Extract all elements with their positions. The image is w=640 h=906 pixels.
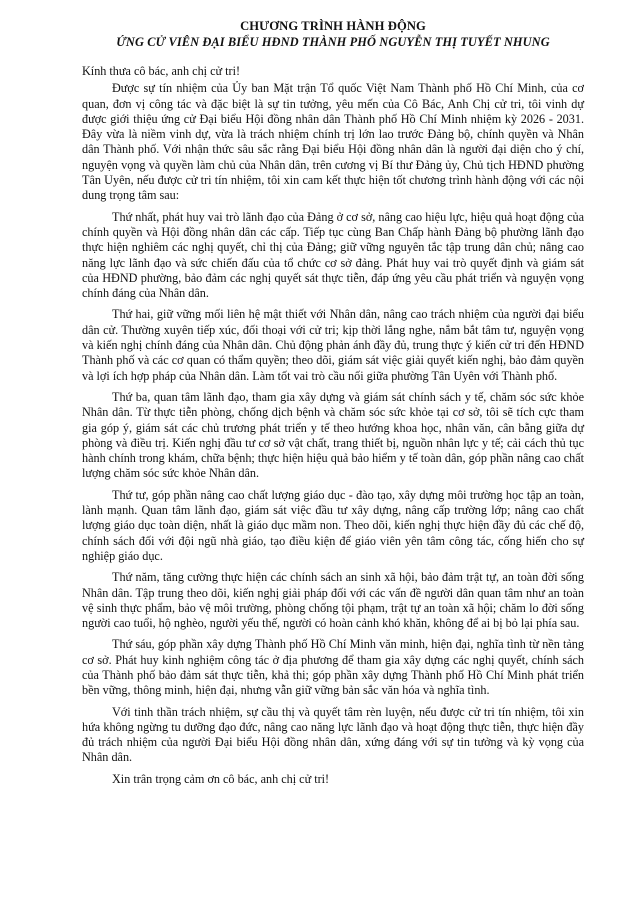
paragraph-fifth: Thứ năm, tăng cường thực hiện các chính sách an sinh xã hội, bảo đảm trật tự, an toàn đời sống Nhân dân. Tập trung theo dõi, kiến nghị giải pháp đối với các vấn đề người dân quan tâm như an toàn vệ sinh thực phẩm, bảo vệ môi trường, phòng chống tội phạm, trật tự an toàn xã hội; chăm lo đời sống người cao tuổi, hộ nghèo, người yếu thế, người có hoàn cảnh khó khăn, không để ai bị bỏ lại phía sau.	[82, 570, 584, 631]
closing-line: Xin trân trọng cảm ơn cô bác, anh chị cử tri!	[112, 771, 330, 786]
document-page	[82, 18, 584, 793]
paragraph-sixth: Thứ sáu, góp phần xây dựng Thành phố Hồ Chí Minh văn minh, hiện đại, nghĩa tình từ nền tảng cơ sở. Phát huy kinh nghiệm công tác ở địa phương để tham gia xây dựng các nghị quyết, chính sách của Thành phố bảo đảm sát thực tiễn, khả thi; góp phần xây dựng Thành phố Hồ Chí Minh phát triển bền vững, thông minh, hiện đại, nhưng vẫn giữ vững bản sắc văn hóa và nghĩa tình.	[82, 637, 584, 698]
paragraph-intro: Được sự tín nhiệm của Ủy ban Mặt trận Tổ quốc Việt Nam Thành phố Hồ Chí Minh, của cơ quan, đơn vị công tác và đặc biệt là sự tin tưởng, yêu mến của Cô Bác, Anh Chị cử tri, tôi vinh dự được giới thiệu ứng cử Đại biểu Hội đồng nhân dân Thành phố Hồ Chí Minh nhiệm kỳ 2026 - 2031. Đây vừa là niềm vinh dự, vừa là trách nhiệm chính trị lớn lao trước Đảng bộ, chính quyền và Nhân dân Thành phố. Với nhận thức sâu sắc rằng Đại biểu Hội đồng nhân dân là người đại diện cho ý chí, nguyện vọng và quyền làm chủ của Nhân dân, trên cương vị Bí thư Đảng ủy, Chủ tịch HĐND phường Tân Uyên, nếu được cử tri tín nhiệm, tôi xin cam kết thực hiện tốt chương trình hành động với các nội dung trọng tâm sau:	[82, 81, 584, 203]
paragraph-commitment: Với tinh thần trách nhiệm, sự cầu thị và quyết tâm rèn luyện, nếu được cử tri tín nhiệm, tôi xin hứa không ngừng tu dưỡng đạo đức, nâng cao năng lực lãnh đạo và hoạt động thực tiễn, thực hiện đầy đủ trách nhiệm của người Đại biểu Hội đồng nhân dân, xứng đáng với sự tin tưởng và kỳ vọng của Nhân dân.	[82, 704, 584, 765]
document-subtitle: ỨNG CỬ VIÊN ĐẠI BIỂU HĐND THÀNH PHỐ NGUYỄN THỊ TUYẾT NHUNG	[116, 35, 550, 49]
paragraph-second: Thứ hai, giữ vững mối liên hệ mật thiết với Nhân dân, nâng cao trách nhiệm của người đại biểu dân cử. Thường xuyên tiếp xúc, đối thoại với cử tri; kịp thời lắng nghe, nắm bắt tâm tư, nguyện vọng và kiến nghị chính đáng của Nhân dân. Chủ động phản ánh đầy đủ, trung thực ý kiến cử tri đến HĐND Thành phố và các cơ quan có thẩm quyền; theo dõi, giám sát việc giải quyết kiến nghị, bảo đảm quyền và lợi ích hợp pháp của Nhân dân. Làm tốt vai trò cầu nối giữa phường Tân Uyên với Thành phố.	[82, 307, 584, 383]
title-block	[82, 18, 584, 50]
salutation: Kính thưa cô bác, anh chị cử tri!	[82, 64, 241, 78]
paragraph-third: Thứ ba, quan tâm lãnh đạo, tham gia xây dựng và giám sát chính sách y tế, chăm sóc sức khỏe Nhân dân. Từ thực tiễn phòng, chống dịch bệnh và chăm sóc sức khỏe tại cơ sở, tôi sẽ tích cực tham gia góp ý, giám sát các chủ trương phát triển y tế theo hướng khoa học, nhân văn, cân bằng giữa dự phòng và điều trị. Kiến nghị đầu tư cơ sở vật chất, trang thiết bị, nguồn nhân lực y tế; cải cách thủ tục hành chính trong khám, chữa bệnh; thực hiện hiệu quả bảo hiểm y tế toàn dân, góp phần nâng cao chất lượng chăm sóc sức khỏe Nhân dân.	[82, 389, 584, 481]
document-title: CHƯƠNG TRÌNH HÀNH ĐỘNG	[240, 19, 426, 33]
paragraph-fourth: Thứ tư, góp phần nâng cao chất lượng giáo dục - đào tạo, xây dựng môi trường học tập an toàn, lành mạnh. Quan tâm lãnh đạo, giám sát việc đầu tư xây dựng, nâng cấp trường lớp; nâng cao chất lượng giáo dục toàn diện, nhất là giáo dục mầm non. Theo dõi, kiến nghị thực hiện đầy đủ các chế độ, chính sách đối với đội ngũ nhà giáo, tạo điều kiện để giáo viên yên tâm công tác, cống hiến cho sự nghiệp giáo dục.	[82, 487, 584, 563]
document-body	[82, 64, 584, 787]
paragraph-first: Thứ nhất, phát huy vai trò lãnh đạo của Đảng ở cơ sở, nâng cao hiệu lực, hiệu quả hoạt động của chính quyền và Hội đồng nhân dân các cấp. Tiếp tục cùng Ban Chấp hành Đảng bộ phường lãnh đạo thực hiện nghiêm các nghị quyết, chỉ thị của Đảng; giữ vững nguyên tắc tập trung dân chủ; nâng cao năng lực lãnh đạo và sức chiến đấu của tổ chức cơ sở đảng. Phát huy vai trò quyết định và giám sát của HĐND phường, bảo đảm các nghị quyết sát thực tiễn, đáp ứng yêu cầu phát triển và nguyện vọng chính đáng của Nhân dân.	[82, 209, 584, 301]
